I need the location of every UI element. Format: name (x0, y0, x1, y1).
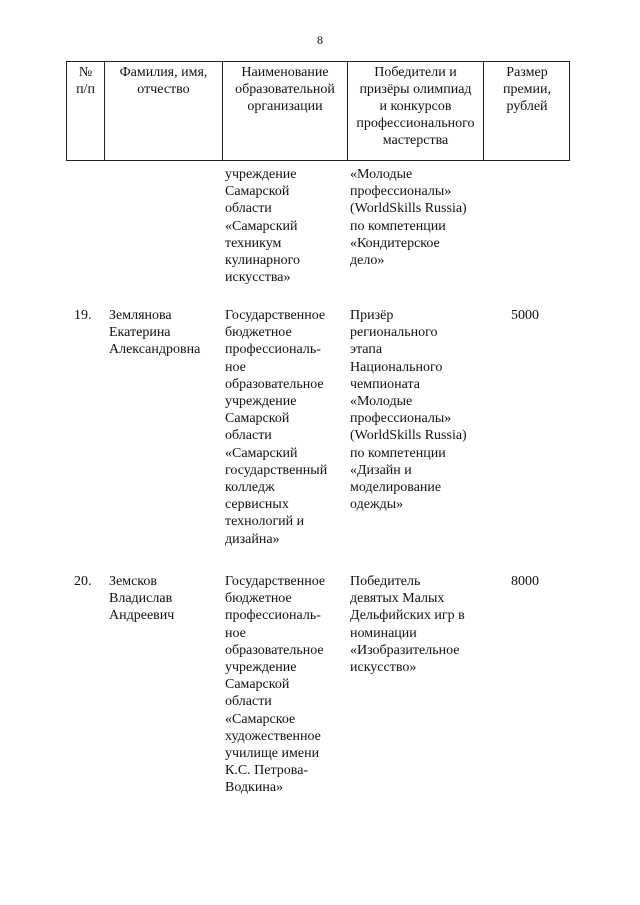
header-competition-results: Победители и призёры олимпиад и конкурсов профессионального мастерства (356, 65, 475, 148)
header-full-name: Фамилия, имя, отчество (119, 65, 208, 97)
row-competition-result: Призёр регионального этапа Национального чемпионата «Молодые профессионалы» (WorldSkills Russia) по компетенции «Дизайн и моделирование одежды» (350, 308, 467, 513)
row-prize-amount: 8000 (511, 574, 539, 589)
table-header (66, 61, 570, 161)
row-organization: Государственное бюджетное профессиональ- ное образовательное учреждение Самарской области «Самарский государственный колледж сервисных технологий и дизайна» (225, 308, 328, 547)
row-number: 19. (74, 308, 92, 323)
row-number: 20. (74, 574, 92, 589)
header-organization: Наименование образовательной организации (235, 65, 335, 114)
row-full-name: Землянова Екатерина Александровна (109, 308, 201, 358)
header-prize-amount: Размер премии, рублей (502, 65, 552, 114)
row-competition-result: Победитель девятых Малых Дельфийских игр в номинации «Изобразительное искусство» (350, 574, 465, 676)
page-number: 8 (317, 33, 323, 47)
continuation-competition-result: «Молодые профессионалы» (WorldSkills Russia) по компетенции «Кондитерское дело» (350, 167, 467, 269)
row-prize-amount: 5000 (511, 308, 539, 323)
header-number: № п/п (76, 65, 95, 97)
row-full-name: Земсков Владислав Андреевич (109, 574, 175, 624)
row-organization: Государственное бюджетное профессиональ- ное образовательное учреждение Самарской области «Самарское художественное училище имени К.С. Петрова- Водкина» (225, 574, 326, 796)
continuation-organization: учреждение Самарской области «Самарский техникум кулинарного искусства» (225, 167, 301, 286)
